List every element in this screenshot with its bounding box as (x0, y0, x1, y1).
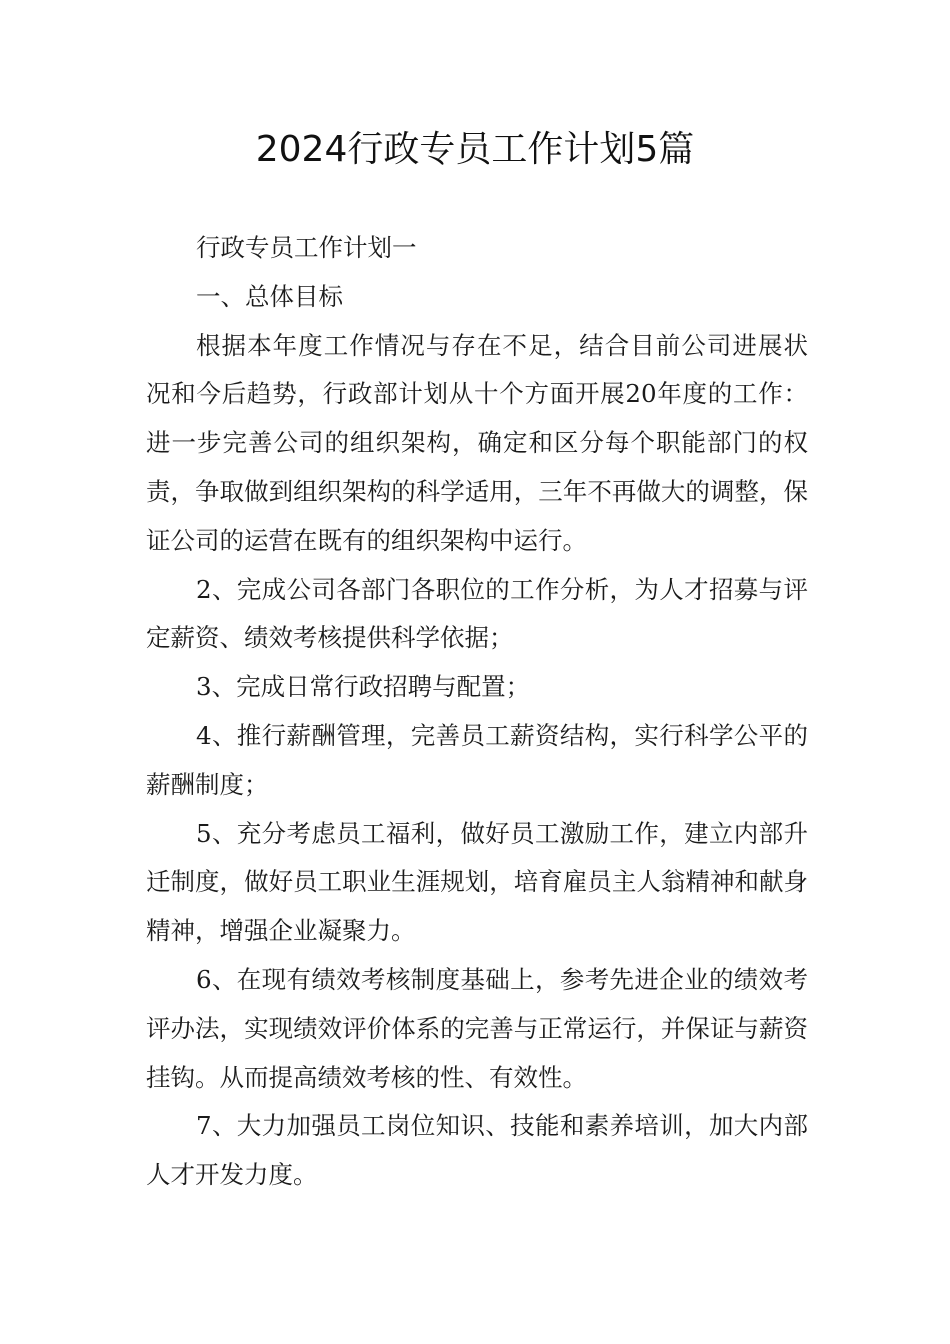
document-title: 2024行政专员工作计划5篇 (255, 129, 695, 170)
paragraph: 6、在现有绩效考核制度基础上，参考先进企业的绩效考评办法，实现绩效评价体系的完善与正常运行，并保证与薪资挂钩。从而提高绩效考核的性、有效性。 (146, 964, 808, 1092)
paragraph: 5、充分考虑员工福利，做好员工激励工作，建立内部升迁制度，做好员工职业生涯规划，培育雇员主人翁精神和献身精神，增强企业凝聚力。 (146, 818, 808, 946)
document-body (146, 224, 808, 1200)
section-heading: 行政专员工作计划一 (196, 233, 417, 262)
subsection-heading: 一、总体目标 (196, 281, 343, 311)
paragraph: 7、大力加强员工岗位知识、技能和素养培训，加大内部人才开发力度。 (146, 1111, 808, 1190)
paragraph: 2、完成公司各部门各职位的工作分析，为人才招募与评定薪资、绩效考核提供科学依据； (146, 574, 808, 653)
paragraph: 根据本年度工作情况与存在不足，结合目前公司进展状况和今后趋势，行政部计划从十个方面开展20年度的工作：进一步完善公司的组织架构，确定和区分每个职能部门的权责，争取做到组织架构的科学适用，三年不再做大的调整，保证公司的运营在既有的组织架构中运行。 (146, 330, 808, 555)
paragraph: 4、推行薪酬管理，完善员工薪资结构，实行科学公平的薪酬制度； (146, 720, 808, 799)
paragraph: 3、完成日常行政招聘与配置； (196, 672, 531, 702)
